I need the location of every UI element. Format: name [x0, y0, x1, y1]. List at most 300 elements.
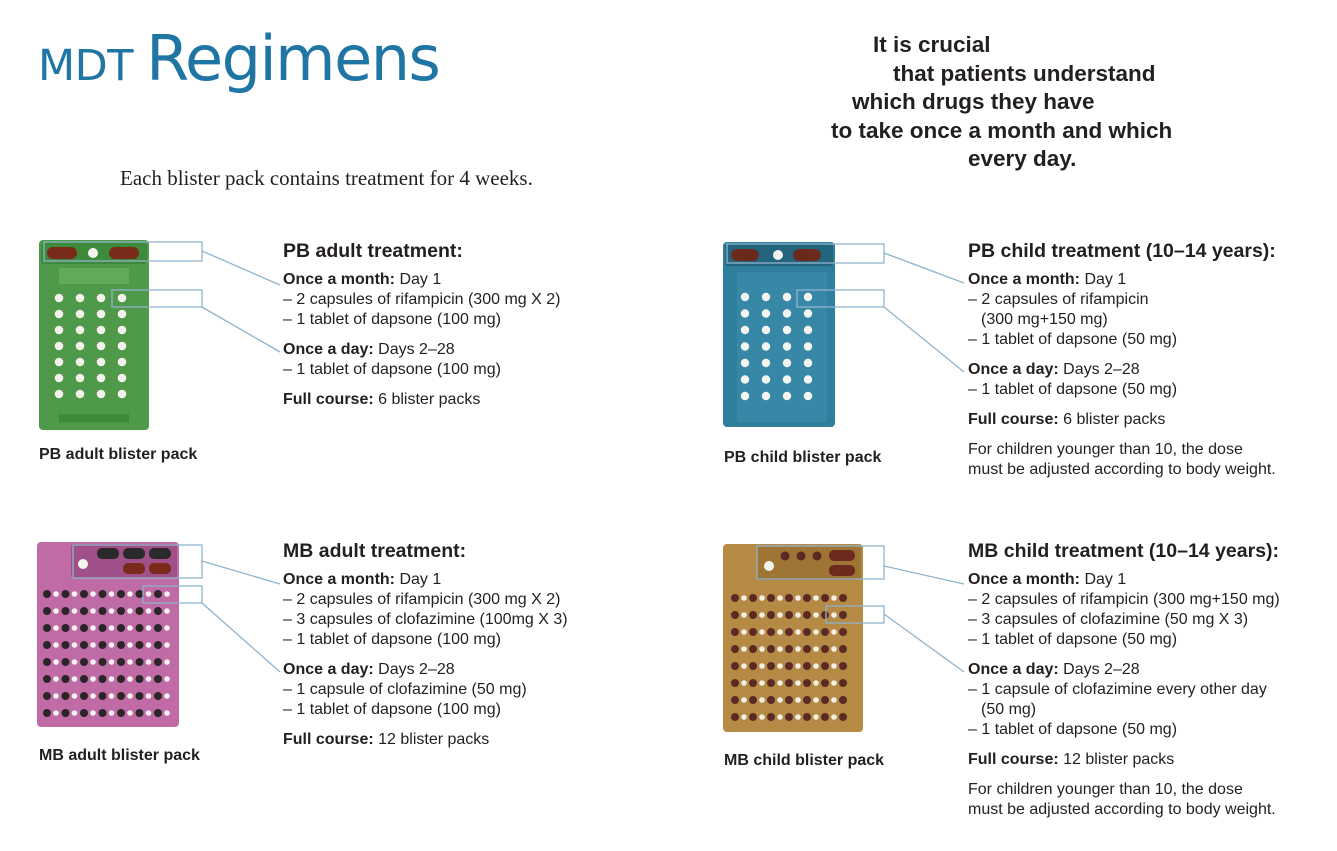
blister-dose-dot — [55, 358, 64, 367]
blister-dose-dot — [55, 294, 64, 303]
monthly-item: – 2 capsules of rifampicin (300 mg X 2) — [283, 591, 561, 608]
pb-adult-pack-caption: PB adult blister pack — [39, 446, 198, 463]
blister-dose-dot — [759, 697, 765, 703]
mb-adult-monthly-leader — [202, 561, 280, 584]
blister-dose-dot — [731, 713, 739, 721]
note-line: For children younger than 10, the dose — [968, 781, 1243, 798]
blister-dose-dot — [762, 293, 770, 301]
blister-dose-dot — [795, 612, 801, 618]
blister-dose-dot — [762, 392, 770, 400]
blister-dose-dot — [821, 611, 829, 619]
mb-child-daily — [968, 660, 1337, 740]
daily-item: (50 mg) — [981, 701, 1037, 718]
blister-dose-dot — [80, 641, 88, 649]
blister-dose-dot — [741, 663, 747, 669]
blister-dose-dot — [97, 294, 106, 303]
pb-adult-blister-pack-image — [39, 240, 149, 430]
blister-dose-dot — [749, 611, 757, 619]
monthly-item: – 2 capsules of rifampicin (300 mg+150 mg) — [968, 591, 1280, 608]
blister-dose-dot — [803, 679, 811, 687]
blister-dose-dot — [55, 374, 64, 383]
blister-dose-dot — [97, 342, 106, 351]
blister-dose-dot — [99, 607, 107, 615]
blister-dose-dot — [821, 628, 829, 636]
blister-dose-dot — [99, 709, 107, 717]
blister-dose-dot — [783, 326, 791, 334]
blister-dose-dot — [154, 658, 162, 666]
blister-dose-dot — [90, 591, 96, 597]
blister-dose-dot — [99, 658, 107, 666]
full-course-value: 12 blister packs — [373, 731, 490, 748]
blister-dose-dot — [804, 293, 812, 301]
blister-dose-dot — [839, 645, 847, 653]
blister-dose-dot — [164, 659, 170, 665]
monthly-day: Day 1 — [1080, 271, 1127, 288]
pb-adult-monthly-leader — [202, 251, 280, 285]
blister-dose-dot — [62, 692, 70, 700]
blister-dose-dot — [804, 326, 812, 334]
blister-dose-dot — [831, 663, 837, 669]
blister-dose-dot — [795, 595, 801, 601]
blister-dose-dot — [731, 679, 739, 687]
blister-dose-dot — [803, 662, 811, 670]
blister-dose-dot — [109, 710, 115, 716]
blister-dose-dot — [164, 710, 170, 716]
blister-dose-dot — [749, 696, 757, 704]
daily-item: – 1 tablet of dapsone (50 mg) — [968, 721, 1178, 738]
blister-dose-dot — [741, 359, 749, 367]
blister-dose-dot — [90, 608, 96, 614]
blister-dose-dot — [767, 696, 775, 704]
blister-dose-dot — [803, 696, 811, 704]
blister-dose-dot — [749, 679, 757, 687]
blister-dose-dot — [53, 642, 59, 648]
daily-item: – 1 capsule of clofazimine every other day — [968, 681, 1267, 698]
blister-dose-dot — [136, 675, 144, 683]
pb-child-heading: PB child treatment (10–14 years): — [968, 240, 1276, 262]
monthly-item: – 1 tablet of dapsone (100 mg) — [283, 631, 501, 648]
blister-dose-dot — [821, 713, 829, 721]
daily-item: – 1 capsule of clofazimine (50 mg) — [283, 681, 527, 698]
full-course-label: Full course: — [283, 731, 374, 748]
blister-dose-dot — [55, 310, 64, 319]
blister-dose-dot — [80, 692, 88, 700]
blister-dose-dot — [785, 594, 793, 602]
blister-dose-dot — [90, 642, 96, 648]
blister-dose-dot — [146, 710, 152, 716]
callout-line: which drugs they have — [852, 89, 1095, 114]
blister-dose-dot — [785, 696, 793, 704]
blister-dose-dot — [731, 628, 739, 636]
blister-dose-dot — [80, 607, 88, 615]
blister-dose-dot — [731, 611, 739, 619]
blister-dose-dot — [731, 696, 739, 704]
pb-child-treatment — [968, 239, 1337, 480]
blister-dose-dot — [813, 697, 819, 703]
blister-dose-dot — [154, 590, 162, 598]
blister-dose-dot — [97, 390, 106, 399]
blister-dose-dot — [813, 663, 819, 669]
blister-dose-dot — [127, 591, 133, 597]
daily-days: Days 2–28 — [1058, 661, 1140, 678]
pb-child-blister-pack-image — [723, 242, 835, 427]
blister-dose-dot — [43, 590, 51, 598]
blister-dose-dot — [109, 591, 115, 597]
intro-text: Each blister pack contains treatment for 4 weeks. — [120, 166, 533, 190]
daily-label: Once a day: — [968, 661, 1059, 678]
blister-dose-dot — [109, 608, 115, 614]
blister-dose-dot — [804, 342, 812, 350]
monthly-item: – 3 capsules of clofazimine (100mg X 3) — [283, 611, 568, 628]
blister-dose-dot — [813, 595, 819, 601]
blister-dose-dot — [117, 590, 125, 598]
blister-dose-dot — [741, 293, 749, 301]
blister-dose-dot — [99, 641, 107, 649]
monthly-label: Once a month: — [968, 571, 1081, 588]
blister-dose-dot — [164, 693, 170, 699]
blister-dose-dot — [99, 692, 107, 700]
pb-adult-heading: PB adult treatment: — [283, 240, 463, 262]
blister-dose-dot — [76, 374, 85, 383]
blister-dose-dot — [118, 374, 127, 383]
blister-dose-dot — [762, 342, 770, 350]
blister-dose-dot — [146, 659, 152, 665]
blister-dose-dot — [90, 676, 96, 682]
blister-dose-dot — [72, 659, 78, 665]
blister-dose-dot — [741, 612, 747, 618]
blister-dose-dot — [164, 591, 170, 597]
blister-dose-dot — [741, 680, 747, 686]
note-line: must be adjusted according to body weight. — [968, 801, 1276, 818]
blister-dose-dot — [795, 663, 801, 669]
pb-child-full-course — [968, 410, 1337, 430]
pb-child-monthly-leader — [884, 253, 964, 283]
blister-dose-dot — [97, 358, 106, 367]
blister-dose-dot — [767, 645, 775, 653]
blister-dose-dot — [146, 693, 152, 699]
blister-dose-dot — [97, 326, 106, 335]
blister-dose-dot — [813, 680, 819, 686]
blister-dose-dot — [62, 641, 70, 649]
mb-child-daily-leader — [884, 614, 964, 672]
full-course-label: Full course: — [968, 411, 1059, 428]
blister-dose-dot — [777, 714, 783, 720]
blister-dose-dot — [749, 662, 757, 670]
monthly-item: (300 mg+150 mg) — [981, 311, 1108, 328]
blister-dose-dot — [76, 342, 85, 351]
blister-dose-dot — [80, 658, 88, 666]
blister-dose-dot — [821, 594, 829, 602]
blister-dose-dot — [785, 628, 793, 636]
monthly-label: Once a month: — [283, 571, 396, 588]
blister-dose-dot — [72, 693, 78, 699]
blister-dose-dot — [62, 590, 70, 598]
mb-adult-blister-pack-image — [37, 542, 179, 727]
blister-dose-dot — [53, 659, 59, 665]
blister-dose-dot — [72, 710, 78, 716]
blister-dose-dot — [767, 679, 775, 687]
full-course-value: 6 blister packs — [1058, 411, 1166, 428]
mb-adult-pack-caption: MB adult blister pack — [39, 747, 200, 764]
blister-dose-dot — [804, 309, 812, 317]
blister-dose-dot — [154, 607, 162, 615]
blister-dose-dot — [117, 607, 125, 615]
blister-dose-dot — [76, 294, 85, 303]
blister-dose-dot — [762, 326, 770, 334]
blister-dose-dot — [99, 675, 107, 683]
blister-dose-dot — [146, 608, 152, 614]
blister-dose-dot — [749, 713, 757, 721]
full-course-label: Full course: — [283, 391, 374, 408]
blister-dose-dot — [43, 675, 51, 683]
blister-dose-dot — [127, 625, 133, 631]
blister-dose-dot — [759, 612, 765, 618]
blister-dose-dot — [804, 359, 812, 367]
blister-dose-dot — [43, 624, 51, 632]
blister-dose-dot — [127, 659, 133, 665]
blister-dose-dot — [839, 713, 847, 721]
blister-dose-dot — [118, 390, 127, 399]
blister-dose-dot — [146, 591, 152, 597]
blister-dose-dot — [53, 625, 59, 631]
blister-dose-dot — [767, 713, 775, 721]
blister-dose-dot — [839, 662, 847, 670]
blister-dose-dot — [117, 675, 125, 683]
blister-dose-dot — [90, 710, 96, 716]
blister-dose-dot — [118, 294, 127, 303]
blister-dose-dot — [53, 591, 59, 597]
blister-dose-dot — [803, 645, 811, 653]
blister-dose-dot — [55, 326, 64, 335]
blister-dose-dot — [76, 310, 85, 319]
blister-dose-dot — [741, 714, 747, 720]
blister-dose-dot — [109, 642, 115, 648]
blister-dose-dot — [62, 709, 70, 717]
blister-dose-dot — [72, 608, 78, 614]
monthly-day: Day 1 — [395, 271, 442, 288]
blister-dose-dot — [72, 642, 78, 648]
blister-dose-dot — [43, 641, 51, 649]
blister-dose-dot — [117, 692, 125, 700]
blister-dose-dot — [749, 645, 757, 653]
callout-line: that patients understand — [893, 60, 1156, 86]
blister-dose-dot — [785, 713, 793, 721]
blister-dose-dot — [759, 646, 765, 652]
page-title-prefix: MDT — [38, 41, 147, 91]
blister-dose-dot — [117, 709, 125, 717]
daily-days: Days 2–28 — [1058, 361, 1140, 378]
monthly-label: Once a month: — [283, 271, 396, 288]
blister-dose-dot — [146, 676, 152, 682]
blister-dose-dot — [97, 310, 106, 319]
pb-child-monthly — [968, 270, 1337, 350]
blister-dose-dot — [55, 342, 64, 351]
blister-dose-dot — [759, 663, 765, 669]
blister-dose-dot — [127, 693, 133, 699]
blister-dose-dot — [136, 641, 144, 649]
blister-dose-dot — [777, 646, 783, 652]
blister-dose-dot — [741, 375, 749, 383]
blister-dose-dot — [831, 697, 837, 703]
blister-dose-dot — [783, 342, 791, 350]
blister-dose-dot — [136, 658, 144, 666]
blister-dose-dot — [136, 590, 144, 598]
blister-dose-dot — [90, 659, 96, 665]
mb-child-heading: MB child treatment (10–14 years): — [968, 540, 1280, 562]
monthly-item: – 1 tablet of dapsone (50 mg) — [968, 631, 1178, 648]
blister-dose-dot — [839, 696, 847, 704]
note-line: must be adjusted according to body weight. — [968, 461, 1276, 478]
blister-dose-dot — [839, 679, 847, 687]
blister-dose-dot — [795, 646, 801, 652]
blister-dose-dot — [43, 658, 51, 666]
blister-dose-dot — [53, 693, 59, 699]
blister-dose-dot — [117, 624, 125, 632]
mb-child-monthly — [968, 570, 1337, 650]
blister-dose-dot — [831, 714, 837, 720]
blister-dose-dot — [831, 629, 837, 635]
blister-dose-dot — [762, 375, 770, 383]
blister-dose-dot — [731, 645, 739, 653]
blister-dose-dot — [741, 392, 749, 400]
blister-dose-dot — [136, 607, 144, 615]
blister-dose-dot — [749, 628, 757, 636]
blister-dose-dot — [127, 676, 133, 682]
blister-dose-dot — [803, 628, 811, 636]
blister-dose-dot — [783, 309, 791, 317]
pb-child-daily-leader — [884, 307, 964, 372]
blister-dose-dot — [72, 591, 78, 597]
blister-dose-dot — [767, 662, 775, 670]
blister-dose-dot — [80, 590, 88, 598]
blister-dose-dot — [803, 594, 811, 602]
mb-adult-daily — [283, 660, 663, 720]
blister-dose-dot — [741, 342, 749, 350]
blister-dose-dot — [777, 680, 783, 686]
blister-dose-dot — [839, 594, 847, 602]
blister-dose-dot — [136, 709, 144, 717]
blister-dose-dot — [109, 659, 115, 665]
blister-dose-dot — [839, 628, 847, 636]
blister-dose-dot — [146, 625, 152, 631]
pb-child-pack-caption: PB child blister pack — [724, 449, 882, 466]
blister-dose-dot — [821, 696, 829, 704]
blister-dose-dot — [762, 309, 770, 317]
full-course-label: Full course: — [968, 751, 1059, 768]
monthly-item: – 1 tablet of dapsone (50 mg) — [968, 331, 1178, 348]
monthly-item: – 3 capsules of clofazimine (50 mg X 3) — [968, 611, 1249, 628]
blister-dose-dot — [785, 611, 793, 619]
blister-dose-dot — [55, 390, 64, 399]
blister-dose-dot — [53, 710, 59, 716]
monthly-item: – 2 capsules of rifampicin — [968, 291, 1149, 308]
blister-dose-dot — [53, 676, 59, 682]
blister-dose-dot — [731, 594, 739, 602]
blister-dose-dot — [164, 676, 170, 682]
mb-child-treatment — [968, 539, 1337, 820]
full-course-value: 6 blister packs — [373, 391, 481, 408]
full-course-value: 12 blister packs — [1058, 751, 1175, 768]
mb-child-full-course — [968, 750, 1337, 770]
blister-dose-dot — [76, 358, 85, 367]
blister-dose-dot — [154, 641, 162, 649]
blister-dose-dot — [821, 679, 829, 687]
blister-dose-dot — [777, 663, 783, 669]
blister-dose-dot — [759, 629, 765, 635]
blister-dose-dot — [821, 662, 829, 670]
blister-dose-dot — [154, 624, 162, 632]
mb-adult-treatment — [283, 539, 663, 750]
blister-dose-dot — [118, 310, 127, 319]
monthly-day: Day 1 — [395, 571, 442, 588]
blister-dose-dot — [90, 625, 96, 631]
monthly-day: Day 1 — [1080, 571, 1127, 588]
blister-dose-dot — [741, 595, 747, 601]
daily-days: Days 2–28 — [373, 341, 455, 358]
blister-dose-dot — [72, 676, 78, 682]
blister-dose-dot — [118, 358, 127, 367]
blister-dose-dot — [785, 679, 793, 687]
pb-child-dose-note — [968, 440, 1337, 480]
blister-dose-dot — [117, 641, 125, 649]
blister-dose-dot — [759, 595, 765, 601]
blister-dose-dot — [783, 392, 791, 400]
callout-line: every day. — [968, 146, 1077, 171]
monthly-item: – 2 capsules of rifampicin (300 mg X 2) — [283, 291, 561, 308]
blister-dose-dot — [813, 646, 819, 652]
mb-child-pack-caption: MB child blister pack — [724, 752, 885, 769]
blister-dose-dot — [164, 625, 170, 631]
blister-dose-dot — [127, 710, 133, 716]
blister-dose-dot — [43, 607, 51, 615]
blister-dose-dot — [777, 595, 783, 601]
blister-dose-dot — [777, 629, 783, 635]
blister-dose-dot — [62, 658, 70, 666]
blister-dose-dot — [741, 629, 747, 635]
blister-dose-dot — [109, 693, 115, 699]
blister-dose-dot — [53, 608, 59, 614]
blister-dose-dot — [795, 697, 801, 703]
blister-dose-dot — [767, 594, 775, 602]
daily-item: – 1 tablet of dapsone (100 mg) — [283, 701, 501, 718]
blister-dose-dot — [767, 611, 775, 619]
blister-dose-dot — [164, 608, 170, 614]
blister-dose-dot — [127, 642, 133, 648]
mb-adult-daily-leader — [202, 603, 280, 672]
blister-dose-dot — [831, 612, 837, 618]
blister-dose-dot — [803, 611, 811, 619]
blister-dose-dot — [804, 375, 812, 383]
blister-dose-dot — [62, 675, 70, 683]
blister-dose-dot — [821, 645, 829, 653]
monthly-item: – 1 tablet of dapsone (100 mg) — [283, 311, 501, 328]
blister-dose-dot — [109, 676, 115, 682]
blister-dose-dot — [785, 662, 793, 670]
blister-dose-dot — [76, 326, 85, 335]
blister-dose-dot — [795, 629, 801, 635]
blister-dose-dot — [731, 662, 739, 670]
blister-dose-dot — [762, 359, 770, 367]
blister-dose-dot — [164, 642, 170, 648]
blister-dose-dot — [76, 390, 85, 399]
blister-dose-dot — [785, 645, 793, 653]
pb-adult-full-course — [283, 390, 663, 410]
blister-dose-dot — [118, 326, 127, 335]
blister-dose-dot — [97, 374, 106, 383]
blister-dose-dot — [117, 658, 125, 666]
mb-child-monthly-leader — [884, 566, 964, 584]
pb-child-daily — [968, 360, 1337, 400]
